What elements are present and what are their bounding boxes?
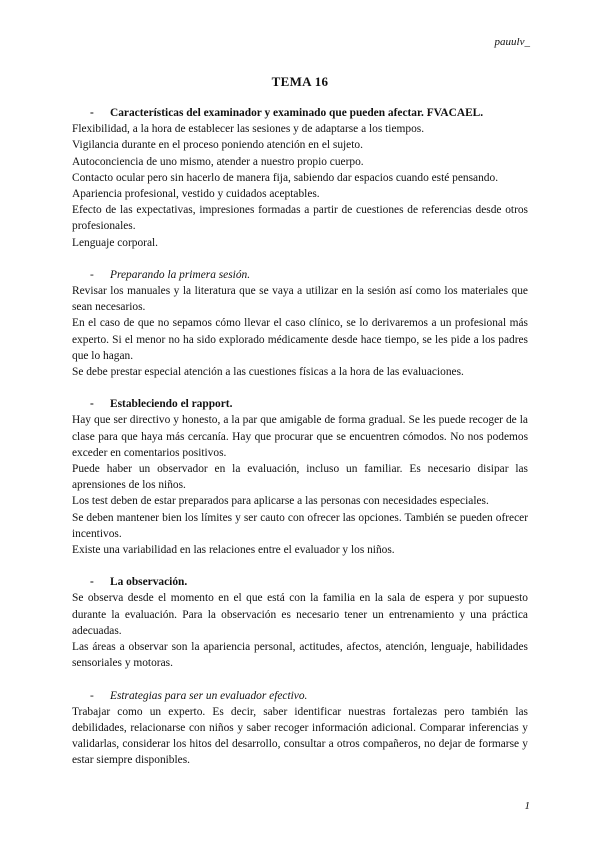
paragraph: Los test deben de estar preparados para aplicarse a las personas con necesidades especiales. <box>72 495 489 508</box>
paragraph: Se observa desde el momento en el que está con la familia en la sala de espera y por supuesto durante la evaluación. Para la observación es necesario tener un entrenamiento y una práctica adecuadas. <box>72 592 528 637</box>
paragraph: Existe una variabilidad en las relaciones entre el evaluador y los niños. <box>72 544 395 557</box>
section-heading-text: Estableciendo el rapport. <box>110 398 233 411</box>
paragraph: Autoconciencia de uno mismo, atender a nuestro propio cuerpo. <box>72 155 364 168</box>
section-heading <box>72 688 528 704</box>
paragraph: Se debe prestar especial atención a las cuestiones físicas a la hora de las evaluaciones. <box>72 366 464 379</box>
paragraph: En el caso de que no sepamos cómo llevar el caso clínico, se lo derivaremos a un profesional más experto. Si el menor no ha sido explorado médicamente desde hace tiempo, se les pide a los padres que lo hagan. <box>72 317 528 362</box>
paragraph: Flexibilidad, a la hora de establecer las sesiones y de adaptarse a los tiempos. <box>72 123 425 136</box>
bullet-dash: - <box>90 689 94 702</box>
paragraph: Lenguaje corporal. <box>72 236 159 249</box>
section-heading-text: Preparando la primera sesión. <box>110 268 251 281</box>
bullet-dash: - <box>90 268 94 281</box>
section-heading-text: Características del examinador y examinado que pueden afectar. FVACAEL. <box>110 107 484 119</box>
paragraph: Hay que ser directivo y honesto, a la par que amigable de forma gradual. Se les puede recoger de la clase para que haya más cercanía. Hay que procurar que se encuentren cómodos. No nos podemos exceder en comentarios positivos. <box>72 414 528 459</box>
paragraph: Vigilancia durante en el proceso poniendo atención en el sujeto. <box>72 139 363 152</box>
section-heading <box>72 396 528 412</box>
section-heading-text: La observación. <box>110 576 188 589</box>
paragraph: Efecto de las expectativas, impresiones formadas a partir de cuestiones de referencias desde otros profesionales. <box>72 204 528 233</box>
header-author: pauulv_ <box>494 36 530 48</box>
paragraph: Puede haber un observador en la evaluación, incluso un familiar. Es necesario disipar las aprensiones de los niños. <box>72 463 528 492</box>
section-heading-text: Estrategias para ser un evaluador efectivo. <box>110 689 308 702</box>
paragraph: Las áreas a observar son la apariencia personal, actitudes, afectos, atención, lenguaje, habilidades sensoriales y motoras. <box>72 641 528 670</box>
paragraph: Apariencia profesional, vestido y cuidados aceptables. <box>72 188 320 201</box>
section-heading <box>72 105 528 121</box>
section-heading <box>72 574 528 590</box>
page-title: TEMA 16 <box>271 74 329 89</box>
document-body <box>72 105 528 769</box>
bullet-dash: - <box>90 576 94 589</box>
bullet-dash: - <box>90 107 94 119</box>
paragraph: Trabajar como un experto. Es decir, saber identificar nuestras fortalezas pero también las debilidades, relacionarse con niños y saber recoger información adicional. Comparar inferencias y validarlas, considerar los hitos del desarrollo, consultar a otros compañeros, no dejar de formarse y estar siempre disponibles. <box>72 705 528 767</box>
section-heading <box>72 267 528 283</box>
paragraph: Revisar los manuales y la literatura que se vaya a utilizar en la sesión así como los materiales que sean necesarios. <box>72 285 528 314</box>
page-number: 1 <box>524 800 530 812</box>
paragraph: Se deben mantener bien los límites y ser cauto con ofrecer las opciones. También se pueden ofrecer incentivos. <box>72 511 528 540</box>
bullet-dash: - <box>90 398 94 411</box>
paragraph: Contacto ocular pero sin hacerlo de manera fija, sabiendo dar espacios cuando esté pensando. <box>72 171 499 184</box>
